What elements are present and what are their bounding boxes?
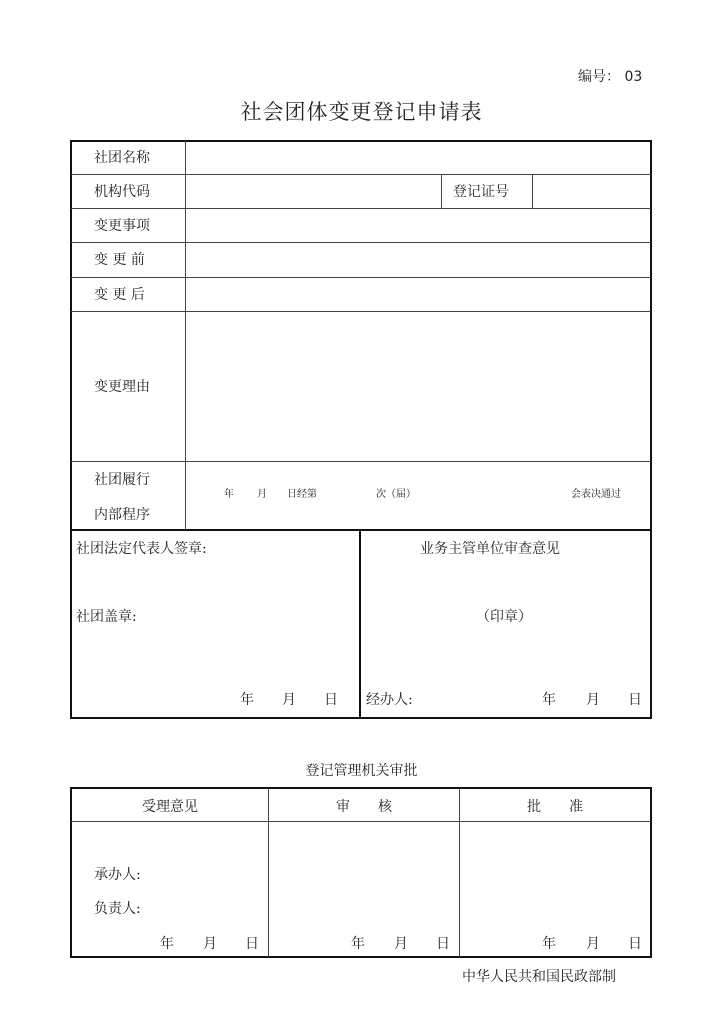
row-divider: [71, 208, 651, 209]
org-code-field[interactable]: [186, 176, 440, 207]
procedure-passed: 会表决通过: [571, 489, 621, 500]
date-year: 年: [240, 692, 254, 708]
section-divider: [71, 529, 651, 531]
date-year: 年: [351, 936, 365, 952]
approval-header-divider: [71, 821, 651, 822]
date-day: 日: [628, 692, 642, 708]
seal-mark: （印章）: [476, 609, 532, 625]
procedure-day: 日经第: [287, 489, 317, 500]
procedure-year: 年: [224, 489, 234, 500]
date-month: 月: [394, 936, 408, 952]
date-year: 年: [542, 936, 556, 952]
change-reason-label: 变更理由: [94, 379, 150, 395]
org-name-label: 社团名称: [94, 150, 150, 166]
row-divider: [71, 461, 651, 462]
serial-number: 编号： 03: [578, 69, 643, 85]
issuer-footer: 中华人民共和国民政部制: [462, 969, 616, 985]
date-month: 月: [586, 936, 600, 952]
responsible-label: 负责人:: [94, 901, 141, 917]
date-day: 日: [245, 936, 259, 952]
org-code-label: 机构代码: [94, 184, 150, 200]
signature-divider: [359, 530, 361, 718]
change-item-label: 变更事项: [94, 218, 150, 234]
page-title: 社会团体变更登记申请表: [240, 100, 483, 124]
procedure-month: 月: [257, 489, 267, 500]
org-seal-label: 社团盖章:: [76, 609, 137, 625]
procedure-label-line1: 社团履行: [94, 472, 150, 488]
date-day: 日: [628, 936, 642, 952]
date-year: 年: [542, 692, 556, 708]
cell-divider: [441, 175, 442, 208]
reg-cert-label: 登记证号: [453, 184, 509, 200]
row-divider: [71, 242, 651, 243]
col-approve: 批 准: [527, 799, 583, 815]
date-month: 月: [586, 692, 600, 708]
undertaker-label: 承办人:: [94, 867, 141, 883]
procedure-session: 次（届）: [376, 489, 416, 500]
change-reason-field[interactable]: [186, 313, 650, 460]
handler-label: 经办人:: [366, 692, 413, 708]
before-change-field[interactable]: [186, 244, 650, 276]
date-year: 年: [160, 936, 174, 952]
org-name-field[interactable]: [186, 142, 650, 173]
before-change-label: 变 更 前: [94, 252, 145, 268]
row-divider: [71, 277, 651, 278]
reg-cert-field[interactable]: [533, 176, 650, 207]
date-day: 日: [324, 692, 338, 708]
supervisor-opinion-label: 业务主管单位审查意见: [420, 541, 560, 557]
date-month: 月: [282, 692, 296, 708]
col-review: 审 核: [336, 799, 392, 815]
date-month: 月: [203, 936, 217, 952]
approval-section-title: 登记管理机关审批: [305, 763, 418, 779]
after-change-label: 变 更 后: [94, 287, 145, 303]
after-change-field[interactable]: [186, 279, 650, 310]
date-day: 日: [436, 936, 450, 952]
row-divider: [71, 311, 651, 312]
procedure-label-line2: 内部程序: [94, 507, 150, 523]
col-acceptance-opinion: 受理意见: [142, 799, 198, 815]
legal-rep-sign-label: 社团法定代表人签章:: [76, 541, 207, 557]
change-item-field[interactable]: [186, 210, 650, 241]
row-divider: [71, 174, 651, 175]
